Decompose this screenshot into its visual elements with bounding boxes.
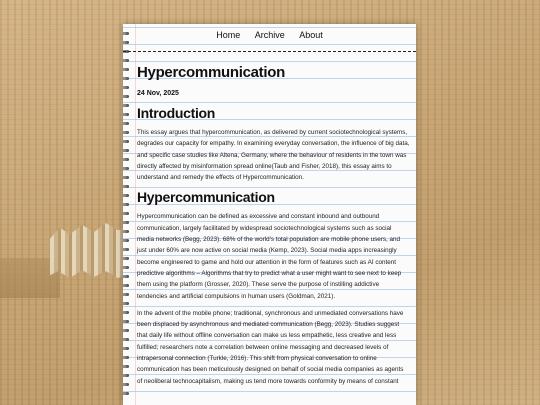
- paragraph: Hypercommunication can be defined as excessive and constant inbound and outbound communication, largely facilitated by widespread sociotechnological systems such as social media networks (Begg, 2023). 68% of the world's total population are mobile phone users, and just under 60% are now active on social media (Kemp, 2023). Social media apps increasingly become engineered to game and hold our attention in the form of features such as AI content predictive algorithms – Algorithms that try to predict what a user might want to see next to keep them using the platform (Grosser, 2020). These serve the purpose of instilling addictive tendencies and artificial compulsions in human users (Goldman, 2021).: [137, 213, 402, 300]
- nav-about-link[interactable]: About: [299, 30, 323, 40]
- spiral-coil: [123, 356, 129, 359]
- spiral-coil: [123, 167, 129, 170]
- section-heading-hypercommunication: Hypercommunication: [137, 189, 275, 206]
- spiral-coil: [123, 59, 129, 62]
- spiral-coil: [123, 176, 129, 179]
- spiral-coil: [123, 338, 129, 341]
- spiral-coil: [123, 68, 129, 71]
- spiral-coil: [123, 311, 129, 314]
- spiral-coil: [123, 302, 129, 305]
- spiral-coil: [123, 194, 129, 197]
- spiral-coil: [123, 185, 129, 188]
- spiral-coil: [123, 131, 129, 134]
- nav-archive-link[interactable]: Archive: [254, 30, 285, 40]
- spiral-coil: [123, 365, 129, 368]
- spiral-coil: [123, 329, 129, 332]
- spiral-coil: [123, 104, 129, 107]
- spiral-coil: [123, 383, 129, 386]
- spiral-binding: [123, 32, 131, 405]
- spiral-coil: [123, 113, 129, 116]
- nav-home-link[interactable]: Home: [216, 30, 241, 40]
- spiral-coil: [123, 347, 129, 350]
- spiral-coil: [123, 239, 129, 242]
- spiral-coil: [123, 122, 129, 125]
- post-content: [137, 64, 410, 393]
- spiral-coil: [123, 374, 129, 377]
- spiral-coil: [123, 140, 129, 143]
- paragraph: In the advent of the mobile phone; traditional, synchronous and unmediated conversations have been displaced by asynchronous and mediated communication (Begg, 2023). Studies suggest that daily life without offline conversation can make us less empathetic, less creative and less fulfilled; researchers note a correlation between online messaging and decreased levels of intrapersonal connection (Turkle, 2016). This shift from physical conversation to online communication has been meticulously designed on behalf of social media companies as agents of neoliberal technocapitalism, making us tend more towards conformity by means of constant: [137, 309, 404, 385]
- spiral-coil: [123, 158, 129, 161]
- post-date: 24 Nov, 2025: [137, 90, 179, 97]
- spiral-coil: [123, 77, 129, 80]
- cardboard-tear: [50, 222, 130, 278]
- spiral-coil: [123, 284, 129, 287]
- spiral-coil: [123, 275, 129, 278]
- nav-divider: [123, 51, 416, 52]
- spiral-coil: [123, 212, 129, 215]
- notebook-page: [123, 24, 416, 405]
- spiral-coil: [123, 149, 129, 152]
- top-nav: [123, 30, 416, 40]
- spiral-coil: [123, 293, 129, 296]
- section-heading-introduction: Introduction: [137, 105, 216, 121]
- post-title: Hypercommunication: [137, 64, 285, 81]
- spiral-coil: [123, 230, 129, 233]
- spiral-coil: [123, 392, 129, 395]
- spiral-coil: [123, 95, 129, 98]
- spiral-coil: [123, 41, 129, 44]
- spiral-coil: [123, 203, 129, 206]
- spiral-coil: [123, 248, 129, 251]
- paragraph: This essay argues that hypercommunication, as delivered by current sociotechnological systems, degrades our capacity for empathy. In examining everyday conversation, the influence of big data, and specific case studies like Altena, Germany, where the behaviour of residents in the town was directly affected by misinformation spread online(Taub and Fisher, 2018), this essay aims to understand and remedy the effects of Hypercommunication.: [137, 129, 410, 182]
- spiral-coil: [123, 257, 129, 260]
- spiral-coil: [123, 266, 129, 269]
- spiral-coil: [123, 320, 129, 323]
- spiral-coil: [123, 221, 129, 224]
- spiral-coil: [123, 86, 129, 89]
